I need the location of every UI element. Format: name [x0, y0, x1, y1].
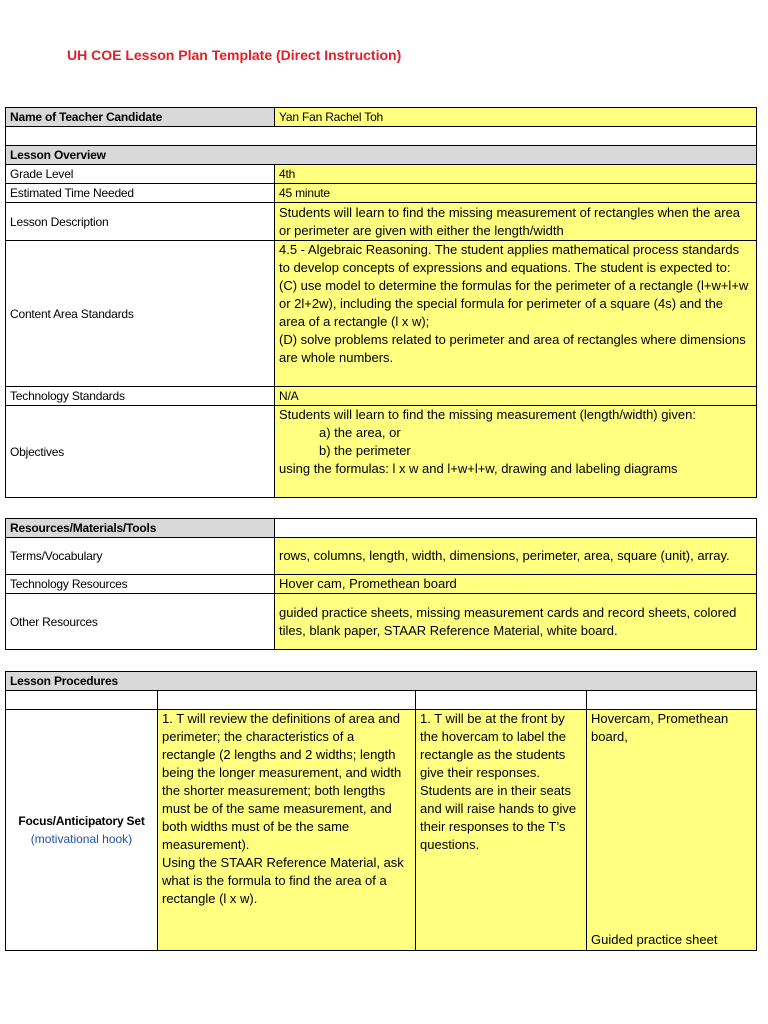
procedures-table: [5, 671, 757, 951]
procedures-blank-cell: [6, 691, 158, 710]
focus-teacher-actions: [158, 710, 416, 951]
vocabulary-value: rows, columns, length, width, dimensions, perimeter, area, square (unit), array.: [275, 538, 757, 575]
focus-grouping: [416, 710, 587, 951]
procedures-header: Lesson Procedures: [6, 672, 757, 691]
spacer-row: [6, 127, 757, 146]
content-standards-value: [275, 241, 757, 387]
content-standards-label: Content Area Standards: [6, 241, 275, 387]
grade-level-label: Grade Level: [6, 165, 275, 184]
technology-standards-label: Technology Standards: [6, 387, 275, 406]
teacher-value: Yan Fan Rachel Toh: [275, 108, 757, 127]
objectives-intro: Students will learn to find the missing measurement (length/width) given:: [279, 407, 696, 422]
procedures-blank-cell: [587, 691, 757, 710]
technology-resources-label: Technology Resources: [6, 575, 275, 594]
objectives-list: [279, 424, 752, 460]
resources-table: [5, 518, 757, 650]
focus-action-2: Using the STAAR Reference Material, ask what is the formula to find the area of a rectangle (l x w).: [162, 855, 404, 906]
focus-action-1: 1. T will review the definitions of area and perimeter; the characteristics of a rectangle (2 lengths and 2 widths; length being the longer measurement, and width the shorter measurement; both lengths must be of the same measurement, and both widths must of be the same measurement).: [162, 711, 402, 852]
focus-materials-top: Hovercam, Promethean board,: [591, 711, 729, 744]
resources-header: Resources/Materials/Tools: [6, 519, 275, 538]
objective-item: b) the perimeter: [319, 443, 411, 458]
focus-materials: [587, 710, 757, 951]
objectives-outro: using the formulas: l x w and l+w+l+w, drawing and labeling diagrams: [279, 461, 678, 476]
technology-standards-value: N/A: [275, 387, 757, 406]
other-resources-value: guided practice sheets, missing measurement cards and record sheets, colored tiles, blank paper, STAAR Reference Material, white board.: [275, 594, 757, 650]
document-title: UH COE Lesson Plan Template (Direct Instruction): [67, 47, 402, 63]
focus-sublabel: (motivational hook): [30, 832, 133, 846]
lesson-overview-header: Lesson Overview: [6, 146, 757, 165]
focus-materials-bottom: Guided practice sheet: [591, 932, 718, 947]
standard-d: (D) solve problems related to perimeter and area of rectangles where dimensions are whole numbers.: [279, 332, 746, 365]
focus-label-cell: [6, 710, 158, 951]
time-needed-label: Estimated Time Needed: [6, 184, 275, 203]
standard-intro: 4.5 - Algebraic Reasoning. The student applies mathematical process standards to develop concepts of expressions and equations. The student is expected to:: [279, 242, 740, 275]
procedures-blank-cell: [416, 691, 587, 710]
procedures-blank-cell: [158, 691, 416, 710]
time-needed-value: 45 minute: [275, 184, 757, 203]
objective-item: a) the area, or: [319, 425, 401, 440]
technology-resources-value: Hover cam, Promethean board: [275, 575, 757, 594]
vocabulary-label: Terms/Vocabulary: [6, 538, 275, 575]
teacher-label: Name of Teacher Candidate: [6, 108, 275, 127]
resources-header-blank: [275, 519, 757, 538]
standard-c: (C) use model to determine the formulas for the perimeter of a rectangle (l+w+l+w or 2l+2w), including the special formula for perimeter of a square (4s) and the area of a rectangle (l x w);: [279, 278, 749, 329]
focus-grouping-1: 1. T will be at the front by the hovercam to label the rectangle as the students give their responses.: [420, 711, 566, 780]
lesson-overview-table: [5, 107, 757, 498]
grade-level-value: 4th: [275, 165, 757, 184]
focus-grouping-2: Students are in their seats and will raise hands to give their responses to the T’s questions.: [420, 783, 577, 852]
lesson-description-label: Lesson Description: [6, 203, 275, 241]
focus-label: Focus/Anticipatory Set: [18, 814, 145, 828]
objectives-value: [275, 406, 757, 498]
objectives-label: Objectives: [6, 406, 275, 498]
other-resources-label: Other Resources: [6, 594, 275, 650]
lesson-description-value: Students will learn to find the missing measurement of rectangles when the area or perimeter are given with either the length/width: [275, 203, 757, 241]
